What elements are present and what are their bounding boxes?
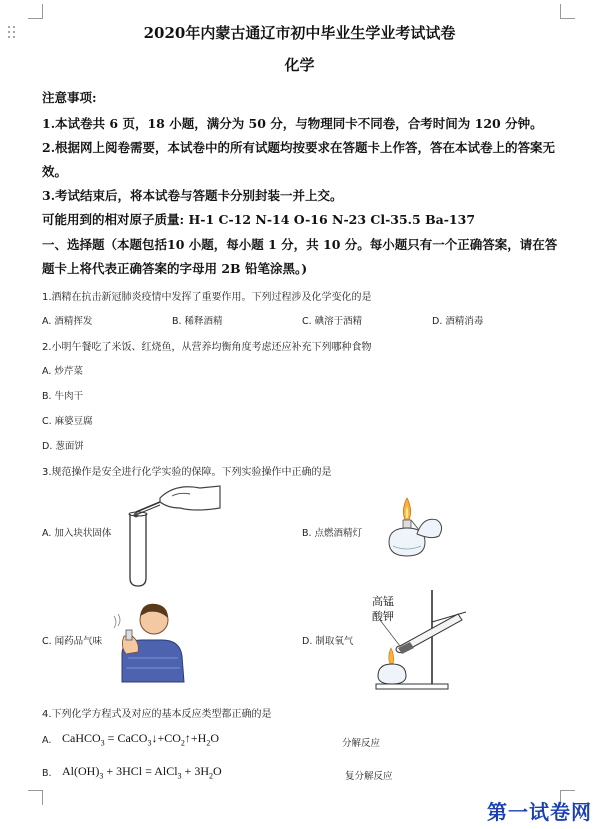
q1-stem: 1.酒精在抗击新冠肺炎疫情中发挥了重要作用。下列过程涉及化学变化的是: [42, 292, 372, 303]
q3-a-illustration: [120, 478, 220, 588]
site-logo: 第一试卷网: [487, 800, 592, 824]
notice-line-3: 3.考试结束后，将本试卷与答题卡分别封装一并上交。: [42, 188, 343, 203]
notice-line-1: 1.本试卷共 6 页，18 小题，满分为 50 分，与物理同卡不同卷，合考时间为 120 分钟。: [42, 116, 543, 131]
q3-option-d[interactable]: D. 制取氧气: [302, 636, 354, 647]
q3-option-a[interactable]: A. 加入块状固体: [42, 528, 112, 539]
section-heading-line-2: 题卡上将代表正确答案的字母用 2B 铅笔涂黑。): [42, 261, 308, 276]
q4-option-a-equation: CaHCO$_3$ = $CaCO_3↓+CO_2↑+H_2O$: [62, 731, 219, 748]
crop-mark-top-left: [28, 4, 43, 19]
q3-d-label-2: 酸钾: [372, 610, 394, 623]
q2-option-d[interactable]: D. 葱面饼: [42, 441, 84, 452]
q2-option-b[interactable]: B. 牛肉干: [42, 391, 84, 402]
second-lamp: [417, 519, 442, 537]
q2-stem: 2.小明午餐吃了米饭、红烧鱼，从营养均衡角度考虑还应补充下列哪种食物: [42, 342, 372, 353]
notice-line-2a: 2.根据网上阅卷需要，本试卷中的所有试题均按要求在答题卡上作答，答在本试卷上的答案无: [42, 140, 556, 155]
q1-option-b[interactable]: B. 稀释酒精: [172, 316, 223, 327]
q4-option-b-type: 复分解反应: [345, 771, 393, 782]
q4-option-b-equation: $Al(OH)_3 + 3HCl$ = AlCl$_3$ + $3H_2O$: [62, 764, 222, 781]
atomic-masses: 可能用到的相对原子质量: H-1 C-12 N-14 O-16 N-23 Cl-35.5 Ba-137: [42, 212, 476, 227]
q4-option-a-letter[interactable]: A.: [42, 735, 52, 746]
q3-c-illustration: [108, 596, 188, 682]
q4-option-a-type: 分解反应: [342, 738, 381, 749]
q3-d-illustration: [370, 584, 470, 692]
notice-heading: 注意事项:: [42, 90, 97, 105]
crop-mark-top-right: [560, 4, 575, 19]
q3-option-c[interactable]: C. 闻药品气味: [42, 636, 103, 647]
test-tube: [130, 514, 146, 586]
q1-option-d[interactable]: D. 酒精消毒: [432, 316, 484, 327]
alcohol-lamp-d: [378, 664, 406, 684]
q1-option-c[interactable]: C. 碘溶于酒精: [302, 316, 363, 327]
q2-option-c[interactable]: C. 麻婆豆腐: [42, 416, 93, 427]
q4-option-b-letter[interactable]: B.: [42, 768, 52, 779]
lamp-flame: [389, 648, 394, 664]
q3-option-b[interactable]: B. 点燃酒精灯: [302, 528, 363, 539]
hand-shape: [160, 486, 220, 510]
q1-option-a[interactable]: A. 酒精挥发: [42, 316, 93, 327]
section-heading-line-1: 一、选择题（本题包括10 小题，每小题 1 分，共 10 分。每小题只有一个正确答案，请在答: [42, 237, 558, 252]
q2-option-a[interactable]: A. 炒芹菜: [42, 366, 83, 377]
exam-subject: 化学: [284, 56, 315, 74]
exam-title: 2020年内蒙古通辽市初中毕业生学业考试试卷: [143, 24, 456, 42]
notice-line-2b: 效。: [42, 164, 68, 179]
q3-d-label-1: 高锰: [372, 595, 394, 608]
q3-stem: 3.规范操作是安全进行化学实验的保障。下列实验操作中正确的是: [42, 467, 332, 478]
q4-stem: 4.下列化学方程式及对应的基本反应类型都正确的是: [42, 709, 272, 720]
crop-mark-bottom-left: [28, 790, 43, 805]
q3-b-illustration: [375, 490, 445, 565]
